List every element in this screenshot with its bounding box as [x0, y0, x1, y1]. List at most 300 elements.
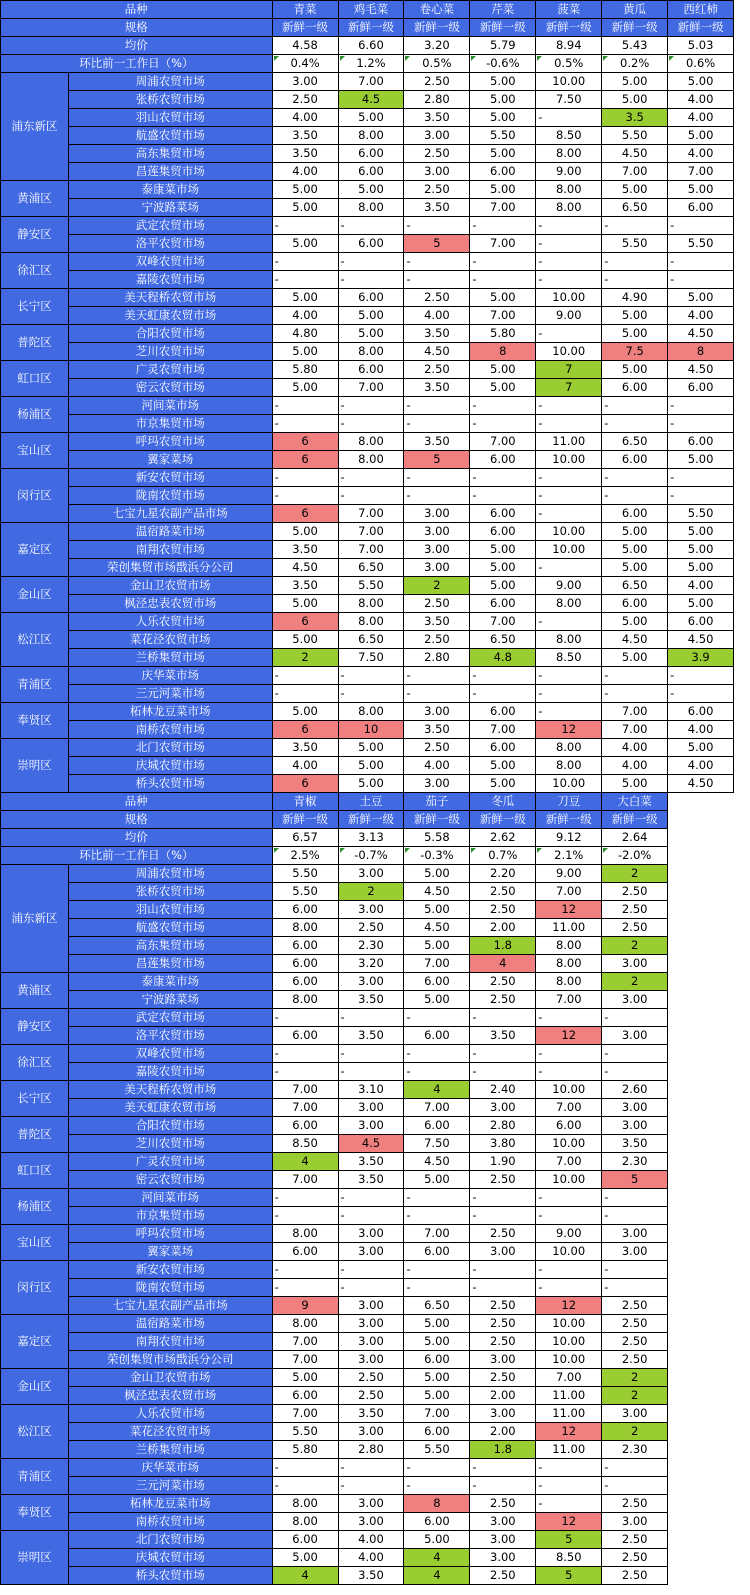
price-cell: 2.00: [470, 1423, 536, 1441]
price-cell: 5.00: [272, 631, 338, 649]
price-cell: 3.00: [338, 1243, 404, 1261]
empty-cell: [668, 1513, 734, 1531]
empty-cell: [734, 811, 750, 829]
price-cell: 2.30: [602, 1153, 668, 1171]
market-name: 新安农贸市场: [68, 1261, 272, 1279]
price-cell: 5.00: [668, 181, 734, 199]
price-cell: 4.50: [404, 343, 470, 361]
market-name: 嘉陵农贸市场: [68, 1063, 272, 1081]
variety-header-cell: 冬瓜: [470, 793, 536, 811]
price-cell: 10.00: [536, 1351, 602, 1369]
price-cell: -: [338, 1009, 404, 1027]
change-row-cell: -0.6%: [470, 55, 536, 73]
avg-row-cell: 2.64: [602, 829, 668, 847]
change-row-cell: 0.5%: [536, 55, 602, 73]
price-cell: 3.00: [338, 1297, 404, 1315]
price-cell: 2.50: [602, 1315, 668, 1333]
market-name: 菜花泾农贸市场: [68, 631, 272, 649]
empty-cell: [668, 1009, 734, 1027]
market-name: 广灵农贸市场: [68, 1153, 272, 1171]
price-cell: 3.50: [404, 379, 470, 397]
district-name: 宝山区: [1, 1225, 69, 1261]
price-cell: 2: [404, 577, 470, 595]
price-cell: 8.00: [338, 595, 404, 613]
empty-cell: [734, 289, 750, 307]
market-name: 金山卫农贸市场: [68, 1369, 272, 1387]
price-cell: -: [404, 487, 470, 505]
spec-header-cell: 新鲜一级: [272, 811, 338, 829]
price-cell: 6.00: [338, 235, 404, 253]
price-cell: 1.8: [470, 937, 536, 955]
table-row: [1, 163, 750, 181]
price-cell: -: [668, 667, 734, 685]
price-cell: 5.00: [272, 595, 338, 613]
avg-row-cell: 6.60: [338, 37, 404, 55]
district-name: 金山区: [1, 577, 69, 613]
price-cell: 3.00: [338, 1117, 404, 1135]
table-row: [1, 1225, 750, 1243]
price-cell: 4: [272, 1567, 338, 1585]
table-row: [1, 343, 750, 361]
market-name: 南桥农贸市场: [68, 1513, 272, 1531]
table-row: [1, 1387, 750, 1405]
price-cell: -: [470, 1009, 536, 1027]
table-row: [1, 433, 750, 451]
market-name: 庆华菜市场: [68, 667, 272, 685]
price-cell: -: [338, 271, 404, 289]
market-name: 河间菜市场: [68, 1189, 272, 1207]
empty-cell: [668, 1135, 734, 1153]
price-cell: 7.00: [272, 1081, 338, 1099]
price-cell: -: [668, 397, 734, 415]
empty-cell: [734, 145, 750, 163]
table-row: [1, 1081, 750, 1099]
price-cell: 3.50: [404, 199, 470, 217]
avg-row-cell: 3.20: [404, 37, 470, 55]
price-cell: -: [602, 667, 668, 685]
empty-cell: [668, 901, 734, 919]
market-name: 泰康菜市场: [68, 181, 272, 199]
price-cell: 6.00: [404, 1117, 470, 1135]
price-cell: 6.00: [668, 433, 734, 451]
price-cell: -: [272, 487, 338, 505]
price-cell: 2.50: [602, 1333, 668, 1351]
price-cell: 3.50: [404, 433, 470, 451]
table-row: [1, 883, 750, 901]
price-cell: -: [470, 397, 536, 415]
price-cell: -: [338, 397, 404, 415]
price-cell: -: [470, 667, 536, 685]
price-cell: 6.50: [602, 199, 668, 217]
price-cell: 7.00: [470, 721, 536, 739]
spec-header-cell: 新鲜一级: [272, 19, 338, 37]
price-cell: 6.00: [338, 289, 404, 307]
price-cell: 2.50: [602, 1531, 668, 1549]
price-cell: -: [272, 1009, 338, 1027]
price-cell: -: [536, 1495, 602, 1513]
price-cell: 3.50: [338, 1567, 404, 1585]
price-cell: 6.00: [338, 145, 404, 163]
price-cell: 12: [536, 1423, 602, 1441]
price-cell: 5.50: [272, 883, 338, 901]
table-row: [1, 289, 750, 307]
price-cell: 7.00: [272, 1405, 338, 1423]
market-name: 美天程桥农贸市场: [68, 289, 272, 307]
table-row: [1, 217, 750, 235]
price-cell: 3.00: [338, 1513, 404, 1531]
empty-cell: [668, 1369, 734, 1387]
market-name: 羽山农贸市场: [68, 901, 272, 919]
empty-cell: [734, 127, 750, 145]
price-cell: 5.00: [338, 775, 404, 793]
price-cell: -: [470, 415, 536, 433]
price-cell: 5.00: [404, 1333, 470, 1351]
price-cell: 7.00: [668, 163, 734, 181]
market-name: 南翔农贸市场: [68, 1333, 272, 1351]
price-cell: 7.00: [404, 955, 470, 973]
district-name: 长宁区: [1, 1081, 69, 1117]
empty-cell: [734, 775, 750, 793]
empty-cell: [734, 1261, 750, 1279]
price-cell: -: [536, 397, 602, 415]
price-cell: 9.00: [536, 577, 602, 595]
price-cell: 4.00: [668, 145, 734, 163]
district-name: 徐汇区: [1, 1045, 69, 1081]
market-name: 南桥农贸市场: [68, 721, 272, 739]
empty-cell: [734, 1279, 750, 1297]
variety-header-label: 品种: [1, 793, 273, 811]
table-row: [1, 919, 750, 937]
table-row: [1, 145, 750, 163]
table-row: [1, 649, 750, 667]
price-cell: 5.00: [404, 901, 470, 919]
price-cell: 2.80: [338, 1441, 404, 1459]
variety-header-cell: 茄子: [404, 793, 470, 811]
empty-cell: [734, 901, 750, 919]
price-cell: 5.00: [602, 523, 668, 541]
price-cell: 6.00: [404, 1243, 470, 1261]
district-name: 静安区: [1, 217, 69, 253]
price-cell: -: [470, 1189, 536, 1207]
empty-cell: [668, 1495, 734, 1513]
empty-cell: [668, 1477, 734, 1495]
price-cell: 3.50: [404, 721, 470, 739]
market-name: 七宝九星农副产品市场: [68, 1297, 272, 1315]
price-cell: -: [470, 217, 536, 235]
market-name: 密云农贸市场: [68, 379, 272, 397]
table-row: [1, 595, 750, 613]
variety-header-cell: 黄瓜: [602, 1, 668, 19]
price-cell: 3.50: [272, 127, 338, 145]
table-row: [1, 1423, 750, 1441]
table-row: [1, 415, 750, 433]
market-name: 广灵农贸市场: [68, 361, 272, 379]
price-cell: 2.80: [404, 649, 470, 667]
price-cell: -: [470, 1279, 536, 1297]
price-cell: 4.00: [668, 109, 734, 127]
price-cell: 3.9: [668, 649, 734, 667]
price-cell: 6: [272, 451, 338, 469]
price-cell: -: [404, 271, 470, 289]
table-row: [1, 1351, 750, 1369]
empty-cell: [734, 1153, 750, 1171]
price-cell: 4.00: [668, 757, 734, 775]
district-name: 普陀区: [1, 1117, 69, 1153]
price-cell: -: [470, 469, 536, 487]
avg-row-cell: 4.58: [272, 37, 338, 55]
market-name: 昌莲集贸市场: [68, 163, 272, 181]
price-cell: 5.00: [470, 73, 536, 91]
price-cell: 9.00: [536, 1225, 602, 1243]
price-cell: -: [272, 667, 338, 685]
price-cell: 5.00: [338, 307, 404, 325]
market-name: 美天程桥农贸市场: [68, 1081, 272, 1099]
price-cell: 9.00: [536, 307, 602, 325]
table-row: [1, 1261, 750, 1279]
market-name: 宁波路菜场: [68, 199, 272, 217]
table-row: [1, 541, 750, 559]
market-name: 美天虹康农贸市场: [68, 307, 272, 325]
price-cell: 7.00: [602, 703, 668, 721]
price-cell: 2.20: [470, 865, 536, 883]
price-cell: 10.00: [536, 541, 602, 559]
market-name: 桥头农贸市场: [68, 1567, 272, 1585]
price-cell: 3.20: [338, 955, 404, 973]
price-cell: 8.00: [338, 451, 404, 469]
price-cell: 8.00: [536, 937, 602, 955]
price-cell: 4: [404, 1081, 470, 1099]
price-cell: 7.00: [536, 1369, 602, 1387]
price-cell: 6.00: [668, 199, 734, 217]
price-cell: 3.50: [338, 1027, 404, 1045]
empty-cell: [734, 865, 750, 883]
spec-header-cell: 新鲜一级: [404, 19, 470, 37]
price-cell: 2.50: [338, 919, 404, 937]
market-name: 兰桥集贸市场: [68, 649, 272, 667]
market-name: 羽山农贸市场: [68, 109, 272, 127]
price-cell: 2: [602, 1387, 668, 1405]
price-cell: 3.00: [404, 775, 470, 793]
price-cell: -: [536, 1279, 602, 1297]
price-cell: 2.50: [404, 739, 470, 757]
empty-cell: [668, 847, 734, 865]
price-cell: 5.00: [404, 865, 470, 883]
table-row: [1, 721, 750, 739]
price-cell: 11.00: [536, 1405, 602, 1423]
price-cell: 7.00: [602, 721, 668, 739]
district-name: 闵行区: [1, 469, 69, 523]
price-cell: 5.00: [668, 73, 734, 91]
market-name: 周浦农贸市场: [68, 73, 272, 91]
price-cell: 3.00: [470, 1405, 536, 1423]
price-cell: -: [404, 469, 470, 487]
price-cell: 2.50: [470, 1369, 536, 1387]
price-cell: 5.00: [602, 181, 668, 199]
variety-header-label: 品种: [1, 1, 273, 19]
price-cell: 10.00: [536, 1315, 602, 1333]
district-name: 宝山区: [1, 433, 69, 469]
price-cell: 8.00: [338, 127, 404, 145]
price-cell: 2.50: [602, 1495, 668, 1513]
price-cell: 6.00: [470, 163, 536, 181]
market-name: 三元河菜市场: [68, 685, 272, 703]
price-cell: 4.00: [602, 739, 668, 757]
price-cell: -: [338, 1261, 404, 1279]
price-cell: 5.00: [602, 541, 668, 559]
price-cell: -: [338, 1063, 404, 1081]
empty-cell: [668, 937, 734, 955]
table-row: [1, 1441, 750, 1459]
price-cell: 7.00: [272, 1171, 338, 1189]
price-cell: -: [338, 487, 404, 505]
empty-cell: [668, 1189, 734, 1207]
variety-header-cell: 刀豆: [536, 793, 602, 811]
price-cell: 7.50: [338, 649, 404, 667]
price-cell: -: [602, 1477, 668, 1495]
empty-cell: [668, 865, 734, 883]
price-cell: 5.00: [470, 145, 536, 163]
price-cell: -: [404, 253, 470, 271]
price-cell: 5.00: [470, 541, 536, 559]
price-cell: 8.00: [338, 199, 404, 217]
price-cell: -: [338, 1045, 404, 1063]
price-cell: 8.00: [338, 703, 404, 721]
empty-cell: [668, 829, 734, 847]
price-cell: 6.00: [470, 739, 536, 757]
market-name: 枫泾忠表农贸市场: [68, 595, 272, 613]
price-cell: -: [338, 415, 404, 433]
price-cell: 7.00: [536, 1099, 602, 1117]
price-cell: 5.00: [668, 127, 734, 145]
change-row: [1, 847, 750, 865]
price-cell: 6.00: [602, 379, 668, 397]
empty-cell: [734, 1495, 750, 1513]
price-cell: -: [668, 415, 734, 433]
price-cell: 3.00: [602, 1243, 668, 1261]
price-cell: 6.00: [602, 595, 668, 613]
empty-cell: [734, 973, 750, 991]
price-cell: 3.00: [602, 1117, 668, 1135]
table-row: [1, 973, 750, 991]
price-cell: 6: [272, 613, 338, 631]
empty-cell: [734, 541, 750, 559]
price-cell: 7.00: [404, 1099, 470, 1117]
price-cell: 2.50: [470, 1567, 536, 1585]
empty-cell: [734, 199, 750, 217]
price-cell: 5.00: [668, 289, 734, 307]
price-cell: 3.00: [338, 1351, 404, 1369]
table-row: [1, 1549, 750, 1567]
table-row: [1, 757, 750, 775]
price-cell: 2: [272, 649, 338, 667]
price-cell: 7.00: [338, 523, 404, 541]
district-name: 嘉定区: [1, 1315, 69, 1369]
empty-cell: [668, 1081, 734, 1099]
price-cell: -: [602, 685, 668, 703]
market-name: 洛平农贸市场: [68, 1027, 272, 1045]
empty-cell: [668, 1297, 734, 1315]
price-cell: 3.00: [602, 1513, 668, 1531]
empty-cell: [734, 955, 750, 973]
price-cell: 3.00: [338, 1423, 404, 1441]
price-cell: 3.00: [470, 1099, 536, 1117]
price-cell: -: [470, 685, 536, 703]
price-cell: 3.50: [404, 109, 470, 127]
district-name: 浦东新区: [1, 865, 69, 973]
price-cell: 2.80: [404, 91, 470, 109]
price-cell: 7.00: [404, 1225, 470, 1243]
table-row: [1, 775, 750, 793]
table-row: [1, 307, 750, 325]
district-name: 长宁区: [1, 289, 69, 325]
price-cell: 3.50: [404, 325, 470, 343]
price-cell: -: [536, 1009, 602, 1027]
price-cell: -: [272, 1207, 338, 1225]
empty-cell: [668, 1531, 734, 1549]
price-cell: 4.00: [272, 307, 338, 325]
price-cell: 2: [338, 883, 404, 901]
price-cell: 3.00: [470, 1531, 536, 1549]
table-row: [1, 1297, 750, 1315]
price-cell: 3.50: [272, 145, 338, 163]
price-cell: 5.50: [602, 127, 668, 145]
empty-cell: [734, 1477, 750, 1495]
market-name: 温宿路菜市场: [68, 1315, 272, 1333]
price-cell: 3.50: [470, 1027, 536, 1045]
price-cell: 5.00: [272, 289, 338, 307]
table-row: [1, 325, 750, 343]
price-cell: 2.00: [470, 919, 536, 937]
empty-cell: [668, 1459, 734, 1477]
price-cell: 2.40: [470, 1081, 536, 1099]
price-cell: 4.50: [668, 631, 734, 649]
price-cell: 3.00: [338, 1225, 404, 1243]
price-cell: 2.50: [602, 901, 668, 919]
price-cell: 5.00: [470, 361, 536, 379]
district-name: 松江区: [1, 613, 69, 667]
market-name: 周浦农贸市场: [68, 865, 272, 883]
market-name: 航盛农贸市场: [68, 127, 272, 145]
price-cell: 10.00: [536, 523, 602, 541]
price-cell: -: [536, 253, 602, 271]
table-row: [1, 865, 750, 883]
variety-header-cell: 大白菜: [602, 793, 668, 811]
table-row: [1, 1243, 750, 1261]
price-cell: 2.50: [272, 91, 338, 109]
price-cell: -: [272, 217, 338, 235]
empty-cell: [734, 1117, 750, 1135]
market-name: 陇南农贸市场: [68, 487, 272, 505]
price-cell: -: [404, 1189, 470, 1207]
table-row: [1, 1207, 750, 1225]
empty-cell: [734, 1423, 750, 1441]
price-cell: 2.50: [470, 1495, 536, 1513]
price-cell: 5.00: [272, 703, 338, 721]
price-cell: 1.8: [470, 1441, 536, 1459]
price-cell: 3.00: [338, 973, 404, 991]
price-cell: 3.5: [602, 109, 668, 127]
price-cell: -: [404, 1279, 470, 1297]
empty-cell: [734, 667, 750, 685]
table-row: [1, 1063, 750, 1081]
price-cell: -: [668, 253, 734, 271]
price-cell: 2.30: [338, 937, 404, 955]
price-cell: -: [536, 325, 602, 343]
price-cell: 4.00: [668, 721, 734, 739]
empty-cell: [668, 973, 734, 991]
empty-cell: [668, 1153, 734, 1171]
avg-row: [1, 829, 750, 847]
